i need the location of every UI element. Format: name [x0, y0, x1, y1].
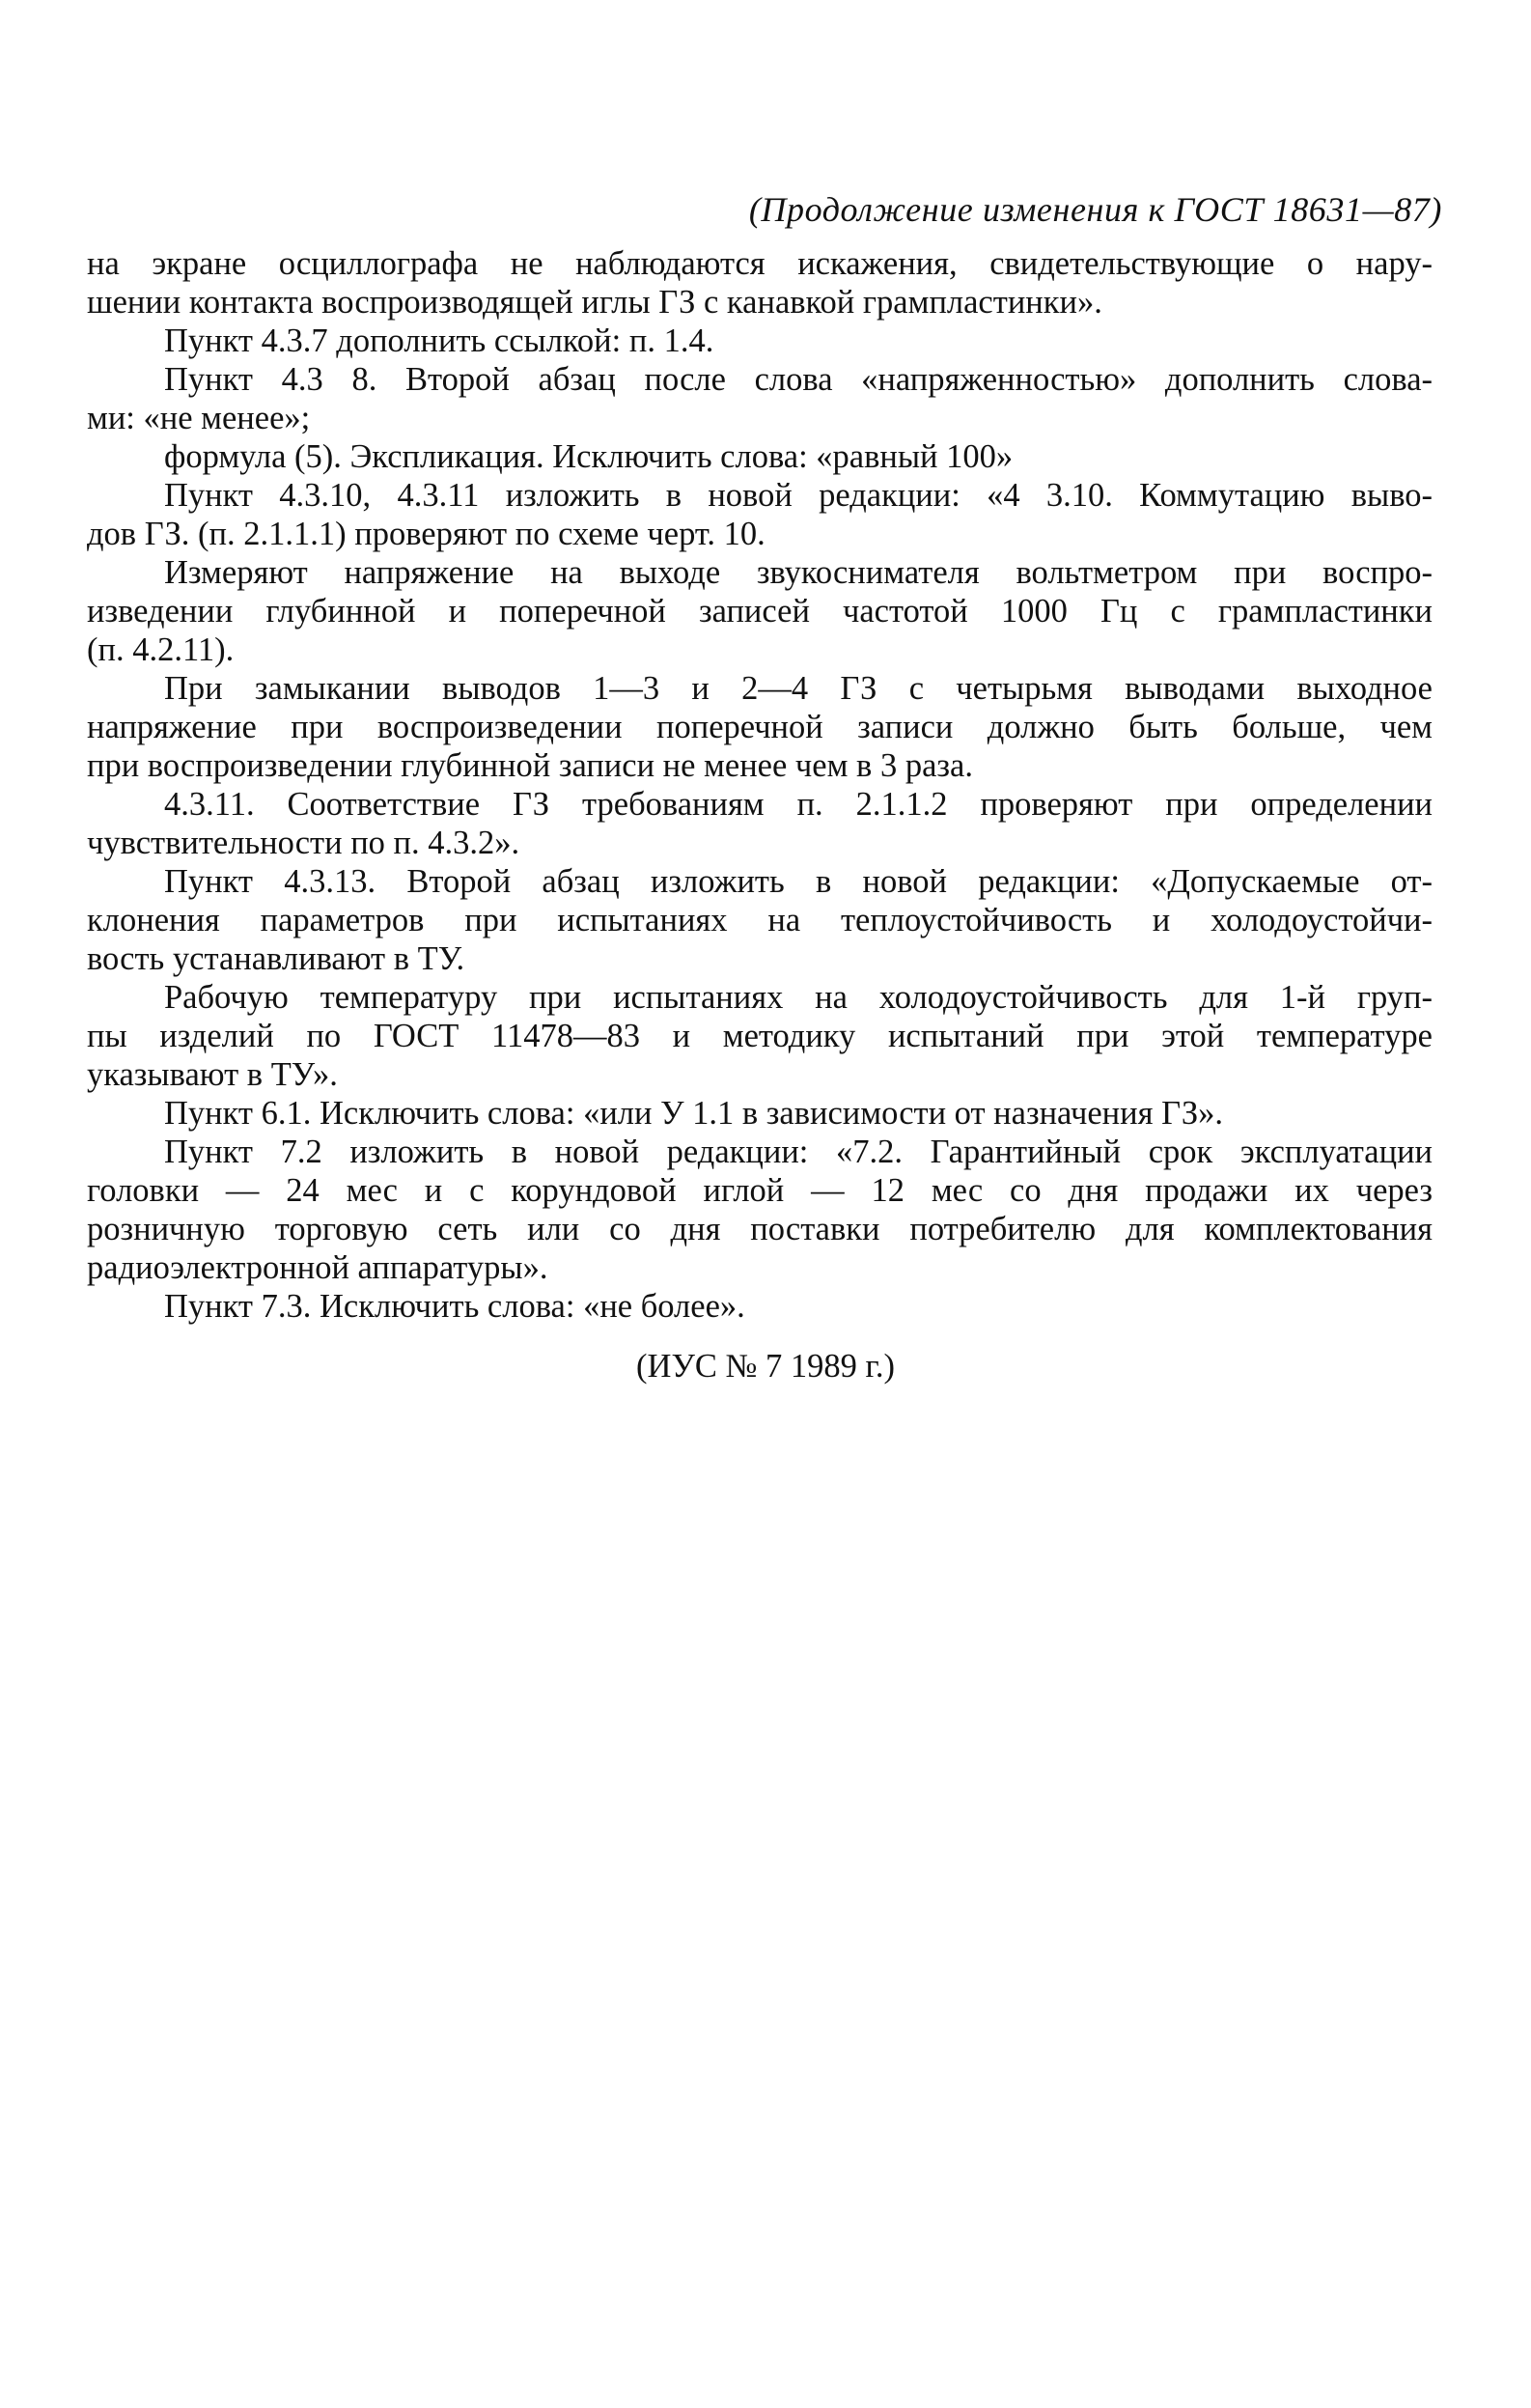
text-line: напряжение при воспроизведении поперечной записи должно быть больше, чем	[87, 709, 1433, 745]
text-line: Измеряют напряжение на выходе звукоснимателя вольтметром при воспро-	[164, 554, 1433, 591]
text-line: пы изделий по ГОСТ 11478—83 и методику испытаний при этой температуре	[87, 1018, 1433, 1054]
text-line: дов ГЗ. (п. 2.1.1.1) проверяют по схеме черт. 10.	[87, 516, 766, 552]
text-line: Пункт 4.3.13. Второй абзац изложить в новой редакции: «Допускаемые от-	[164, 863, 1433, 900]
text-line: Пункт 4.3.7 дополнить ссылкой: п. 1.4.	[164, 322, 714, 359]
text-line: Пункт 7.3. Исключить слова: «не более».	[164, 1288, 745, 1325]
text-line: 4.3.11. Соответствие ГЗ требованиям п. 2.1.1.2 проверяют при определении	[164, 786, 1433, 823]
text-line: указывают в ТУ».	[87, 1056, 338, 1093]
text-line: розничную торговую сеть или со дня поставки потребителю для комплектования	[87, 1211, 1433, 1247]
text-line: на экране осциллографа не наблюдаются искажения, свидетельствующие о нару-	[87, 245, 1433, 282]
page-header: (Продолжение изменения к ГОСТ 18631—87)	[748, 190, 1442, 229]
text-line: чувствительности по п. 4.3.2».	[87, 825, 520, 861]
text-line: Пункт 7.2 изложить в новой редакции: «7.2. Гарантийный срок эксплуатации	[164, 1134, 1433, 1170]
text-line: клонения параметров при испытаниях на теплоустойчивость и холодоустойчи-	[87, 902, 1433, 938]
text-line: Рабочую температуру при испытаниях на холодоустойчивость для 1-й груп-	[164, 979, 1433, 1016]
text-line: (п. 4.2.11).	[87, 631, 235, 668]
source-reference: (ИУС № 7 1989 г.)	[636, 1348, 895, 1385]
text-line: Пункт 4.3.10, 4.3.11 изложить в новой редакции: «4 3.10. Коммутацию выво-	[164, 477, 1433, 514]
text-line: Пункт 4.3 8. Второй абзац после слова «напряженностью» дополнить слова-	[164, 361, 1433, 398]
text-line: радиоэлектронной аппаратуры».	[87, 1249, 548, 1286]
text-line: головки — 24 мес и с корундовой иглой — 12 мес со дня продажи их через	[87, 1172, 1433, 1209]
text-line: ми: «не менее»;	[87, 400, 311, 436]
text-line: при воспроизведении глубинной записи не менее чем в 3 раза.	[87, 747, 973, 784]
text-line: Пункт 6.1. Исключить слова: «или У 1.1 в зависимости от назначения ГЗ».	[164, 1095, 1224, 1132]
text-line: формула (5). Экспликация. Исключить слова: «равный 100»	[164, 438, 1014, 475]
text-line: шении контакта воспроизводящей иглы ГЗ с канавкой грампластинки».	[87, 284, 1102, 321]
text-line: При замыкании выводов 1—3 и 2—4 ГЗ с четырьмя выводами выходное	[164, 670, 1433, 707]
text-line: изведении глубинной и поперечной записей частотой 1000 Гц с грампластинки	[87, 593, 1433, 630]
text-line: вость устанавливают в ТУ.	[87, 940, 465, 977]
